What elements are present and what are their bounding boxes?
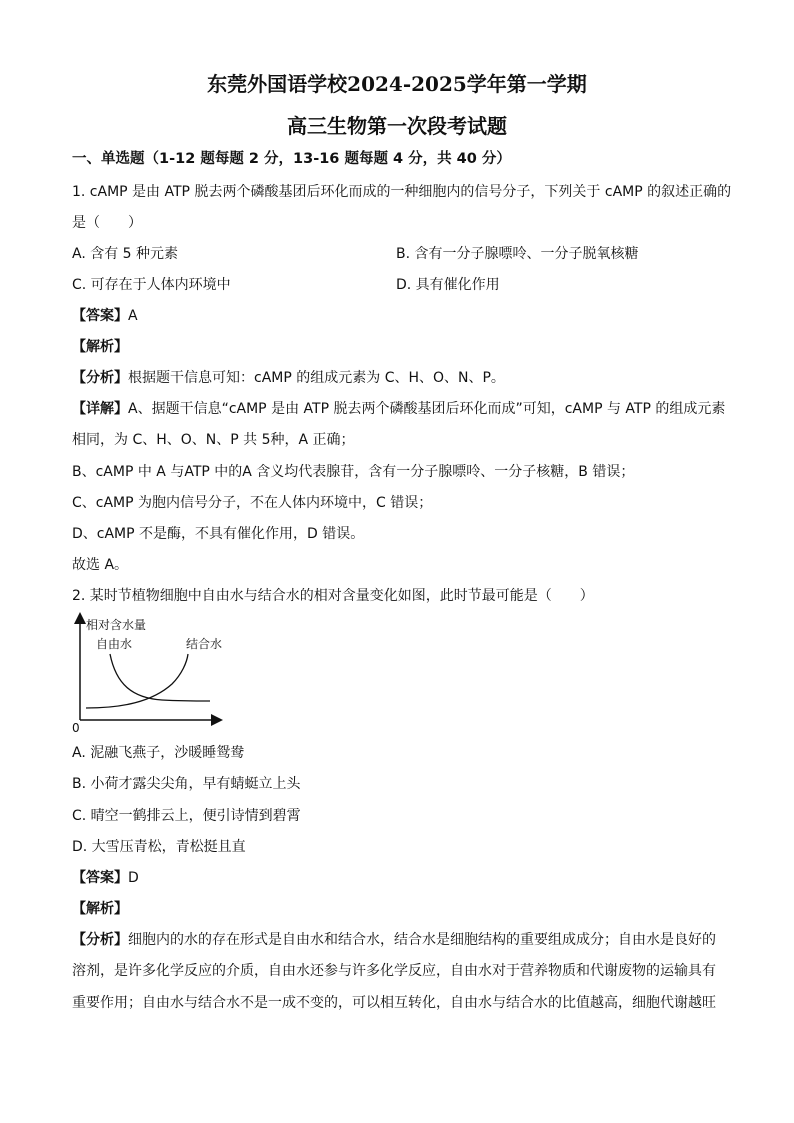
water-content-graph	[72, 612, 232, 732]
q1-option-d: D. 具有催化作用	[396, 277, 500, 293]
q2-fenxi-line3: 重要作用；自由水与结合水不是一成不变的，可以相互转化，自由水与结合水的比值越高，细胞代谢越旺	[72, 995, 716, 1011]
fenxi-text: 细胞内的水的存在形式是自由水和结合水，结合水是细胞结构的重要组成成分；自由水是良好的	[128, 932, 716, 948]
fenxi-tag: 【分析】	[72, 370, 128, 386]
answer-tag: 【答案】	[72, 870, 128, 886]
q1-option-a: A. 含有 5 种元素	[72, 246, 179, 262]
origin-label: 0	[72, 721, 80, 732]
q2-option-c: C. 晴空一鹤排云上，便引诗情到碧霄	[72, 808, 301, 824]
q1-analysis-heading	[72, 338, 128, 356]
q1-xiangjie-line1	[72, 400, 725, 418]
q1-option-b-explain: B、cAMP 中 A 与ATP 中的A 含义均代表腺苷，含有一分子腺嘌呤、一分子核糖，B 错误；	[72, 464, 635, 480]
answer-value: A	[128, 308, 138, 324]
q2-answer	[72, 869, 139, 887]
answer-tag: 【答案】	[72, 308, 128, 324]
q1-conclusion: 故选 A。	[72, 557, 129, 573]
answer-value: D	[128, 870, 139, 886]
analysis-tag: 【解析】	[72, 339, 128, 355]
exam-subtitle: 高三生物第一次段考试题	[287, 114, 507, 138]
q1-option-c: C. 可存在于人体内环境中	[72, 277, 231, 293]
q1-answer	[72, 307, 138, 325]
bound-water-label: 结合水	[186, 637, 223, 651]
analysis-tag: 【解析】	[72, 901, 128, 917]
fenxi-text: 根据题干信息可知：cAMP 的组成元素为 C、H、O、N、P。	[128, 370, 505, 386]
q1-stem-line1: 1. cAMP 是由 ATP 脱去两个磷酸基团后环化而成的一种细胞内的信号分子，下列关于 cAMP 的叙述正确的	[72, 184, 732, 200]
xiangjie-text: A、据题干信息“cAMP 是由 ATP 脱去两个磷酸基团后环化而成”可知，cAMP 与 ATP 的组成元素	[128, 401, 726, 417]
q1-stem-line2: 是（ ）	[72, 215, 142, 231]
q2-fenxi-line2: 溶剂，是许多化学反应的介质，自由水还参与许多化学反应，自由水对于营养物质和代谢废物的运输具有	[72, 963, 716, 979]
q2-option-d: D. 大雪压青松，青松挺且直	[72, 839, 246, 855]
q1-option-b: B. 含有一分子腺嘌呤、一分子脱氧核糖	[396, 246, 639, 262]
q1-fenxi	[72, 369, 505, 387]
q1-option-c-explain: C、cAMP 为胞内信号分子，不在人体内环境中，C 错误；	[72, 495, 433, 511]
q2-fenxi-line1	[72, 931, 716, 949]
q2-stem: 2. 某时节植物细胞中自由水与结合水的相对含量变化如图，此时节最可能是（ ）	[72, 588, 594, 604]
q1-option-d-explain: D、cAMP 不是酶，不具有催化作用，D 错误。	[72, 526, 365, 542]
q1-xiangjie-line2: 相同，为 C、H、O、N、P 共 5种，A 正确；	[72, 432, 355, 448]
q2-option-b: B. 小荷才露尖尖角，早有蜻蜓立上头	[72, 776, 301, 792]
q2-option-a: A. 泥融飞燕子，沙暖睡鸳鸯	[72, 745, 245, 761]
exam-title: 东莞外国语学校2024-2025学年第一学期	[207, 72, 587, 96]
q2-analysis-heading	[72, 900, 128, 918]
y-axis-label: 相对含水量	[86, 618, 147, 632]
free-water-curve	[110, 654, 210, 701]
section-heading: 一、单选题（1-12 题每题 2 分，13-16 题每题 4 分，共 40 分）	[72, 151, 511, 167]
xiangjie-tag: 【详解】	[72, 401, 128, 417]
fenxi-tag: 【分析】	[72, 932, 128, 948]
free-water-label: 自由水	[96, 637, 133, 651]
